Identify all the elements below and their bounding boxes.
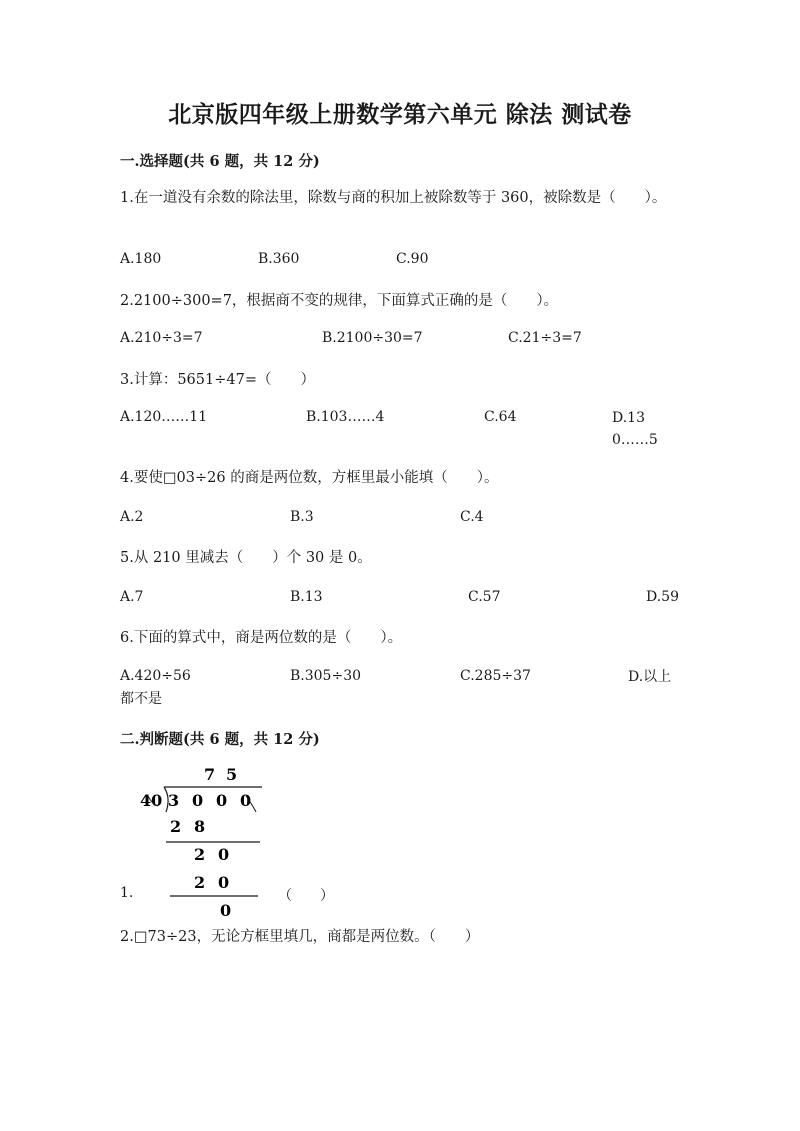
q3-option-a[interactable]: A.120……11 <box>120 409 208 425</box>
dividend-digit: 0 <box>216 791 228 810</box>
remainder: 0 <box>220 901 232 920</box>
step2-digit: 2 <box>194 845 206 864</box>
q5-option-b[interactable]: B.13 <box>290 589 323 605</box>
question-5-text: 5.从 210 里减去（ ）个 30 是 0。 <box>120 550 372 566</box>
q4-option-b[interactable]: B.3 <box>290 509 314 525</box>
dividend-digit: 0 <box>240 791 252 810</box>
long-division-figure <box>130 760 280 922</box>
step1-digit: 8 <box>194 817 206 836</box>
quotient-digit: 7 <box>204 765 216 784</box>
divisor: 40 <box>140 791 163 810</box>
q3-option-c[interactable]: C.64 <box>484 409 517 425</box>
q6-option-d[interactable]: D.以上都不是 <box>120 669 672 707</box>
q1-option-b[interactable]: B.360 <box>258 251 300 267</box>
question-6-text: 6.下面的算式中，商是两位数的是（ ）。 <box>120 630 403 646</box>
judgement-2-text: 2.□73÷23，无论方框里填几，商都是两位数。（ ） <box>120 929 480 945</box>
section-heading-judgement: 二.判断题(共 6 题，共 12 分) <box>120 731 320 748</box>
question-3-text: 3.计算：5651÷47=（ ） <box>120 372 315 388</box>
page-title: 北京版四年级上册数学第六单元 除法 测试卷 <box>168 101 632 128</box>
q3-option-d[interactable]: D.130……5 <box>612 410 658 448</box>
quotient-digit: 5 <box>226 765 238 784</box>
step3-digit: 0 <box>218 873 230 892</box>
q2-option-c[interactable]: C.21÷3=7 <box>508 330 582 346</box>
dividend-digit: 0 <box>192 791 204 810</box>
question-4-text: 4.要使□03÷26 的商是两位数，方框里最小能填（ ）。 <box>120 470 499 486</box>
q6-option-a[interactable]: A.420÷56 <box>120 668 191 684</box>
step2-digit: 0 <box>218 845 230 864</box>
question-1-text: 1.在一道没有余数的除法里，除数与商的积加上被除数等于 360，被除数是（ ）。 <box>120 190 667 206</box>
q3-option-b[interactable]: B.103……4 <box>306 409 385 425</box>
q5-option-c[interactable]: C.57 <box>468 589 501 605</box>
q1-option-a[interactable]: A.180 <box>120 251 162 267</box>
judgement-1-number: 1. <box>120 885 134 901</box>
q1-option-c[interactable]: C.90 <box>396 251 429 267</box>
judgement-1-answer-blank[interactable]: （ ） <box>278 888 334 904</box>
step1-digit: 2 <box>170 817 182 836</box>
q6-option-c[interactable]: C.285÷37 <box>460 668 531 684</box>
dividend-digit: 3 <box>168 791 180 810</box>
step3-digit: 2 <box>194 873 206 892</box>
q5-option-d[interactable]: D.59 <box>646 589 679 605</box>
q5-option-a[interactable]: A.7 <box>120 589 144 605</box>
q6-option-b[interactable]: B.305÷30 <box>290 668 362 684</box>
section-heading-choice: 一.选择题(共 6 题，共 12 分) <box>120 153 320 170</box>
q4-option-c[interactable]: C.4 <box>460 509 484 525</box>
q2-option-b[interactable]: B.2100÷30=7 <box>322 330 423 346</box>
q4-option-a[interactable]: A.2 <box>120 509 144 525</box>
question-2-text: 2.2100÷300=7，根据商不变的规律，下面算式正确的是（ ）。 <box>120 293 559 309</box>
q2-option-a[interactable]: A.210÷3=7 <box>120 330 203 346</box>
